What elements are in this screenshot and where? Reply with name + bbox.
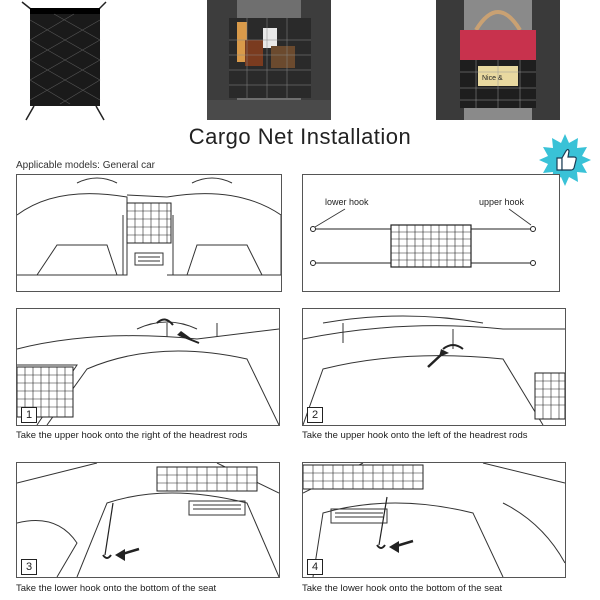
lower-hook-label: lower hook	[325, 197, 369, 207]
step-number-4: 4	[307, 559, 323, 575]
net-hook-diagram	[302, 174, 560, 292]
overview-seat-diagram	[16, 174, 282, 292]
step-4-caption: Take the lower hook onto the bottom of the seat	[302, 583, 503, 594]
step-1-caption: Take the upper hook onto the right of the headrest rods	[16, 430, 248, 441]
cargo-net-product-photo	[14, 0, 114, 122]
step-2-caption: Take the upper hook onto the left of the headrest rods	[302, 430, 528, 441]
upper-hook-label: upper hook	[479, 197, 525, 207]
applicable-models: Applicable models: General car	[16, 160, 155, 171]
step-number-2: 2	[307, 407, 323, 423]
step-4-illustration	[302, 462, 566, 578]
product-box-text: Nice &	[482, 75, 503, 82]
cargo-net-installed-photo-1	[207, 0, 331, 120]
step-1-illustration	[16, 308, 280, 426]
page-title: Cargo Net Installation	[188, 124, 412, 149]
step-3-illustration	[16, 462, 280, 578]
step-3-caption: Take the lower hook onto the bottom of the seat	[16, 583, 217, 594]
step-number-3: 3	[21, 559, 37, 575]
step-number-1: 1	[21, 407, 37, 423]
step-2-illustration	[302, 308, 566, 426]
cargo-net-installed-photo-2	[436, 0, 560, 120]
